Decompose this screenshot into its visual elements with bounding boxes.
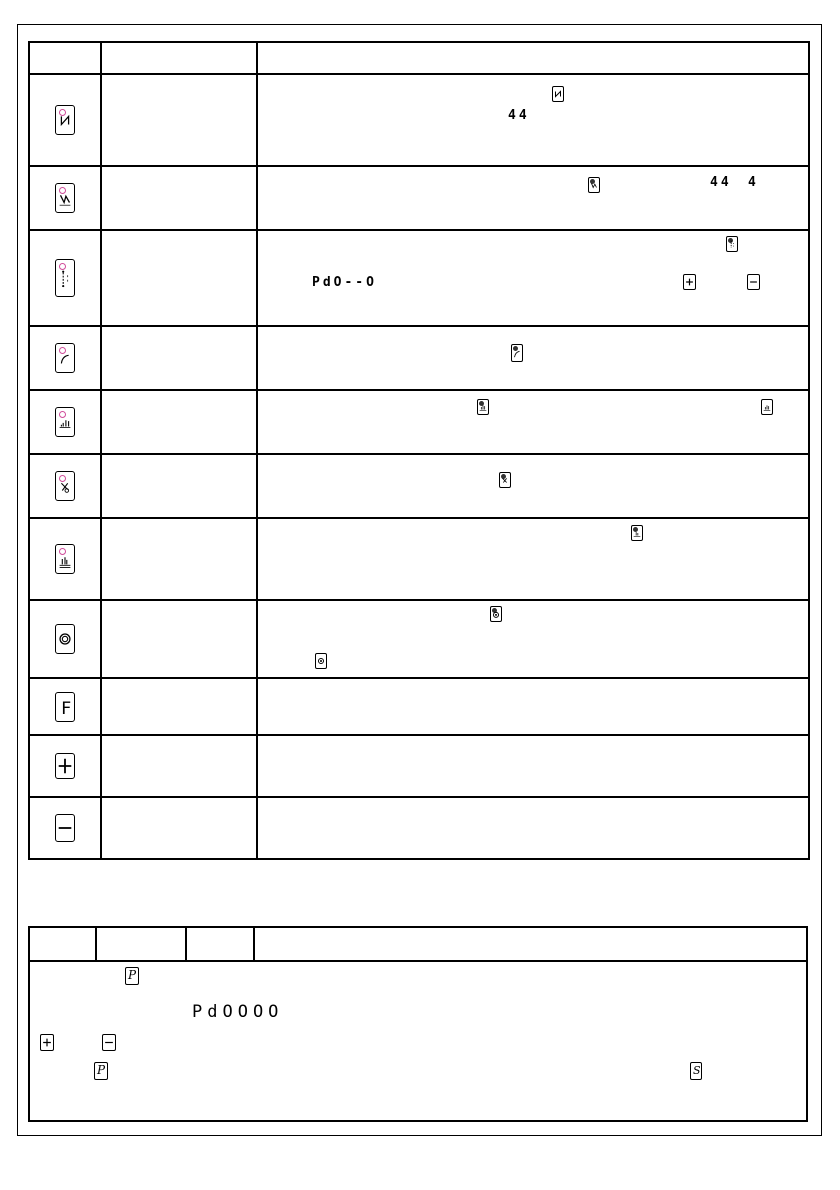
thread-trim-icon[interactable] xyxy=(55,471,75,501)
presser-foot-icon[interactable] xyxy=(55,544,75,574)
function-f-icon[interactable] xyxy=(55,692,75,722)
p-key-icon xyxy=(125,967,139,985)
minus-icon xyxy=(102,1034,116,1051)
slow-start-icon[interactable] xyxy=(55,343,75,373)
name-cell xyxy=(101,74,257,166)
header-description xyxy=(257,42,809,74)
needle-position-icon[interactable] xyxy=(55,259,75,297)
display-readout: PdOOOO xyxy=(192,1002,284,1022)
display-readout: 4 xyxy=(748,175,759,190)
header-cell xyxy=(29,927,96,961)
table-row xyxy=(29,735,809,797)
counter-icon[interactable] xyxy=(55,407,75,437)
name-cell xyxy=(101,678,257,735)
p-key-label: P xyxy=(97,1063,106,1077)
desc-cell xyxy=(257,454,809,518)
stitch-pattern-icon xyxy=(588,177,600,193)
counter-icon xyxy=(477,399,489,415)
desc-cell xyxy=(257,390,809,454)
plus-icon[interactable] xyxy=(55,753,75,779)
key-cell xyxy=(29,230,101,326)
name-cell xyxy=(101,518,257,600)
display-readout: 44 xyxy=(508,108,530,123)
table-row xyxy=(29,961,807,1121)
bobbin-icon[interactable] xyxy=(55,624,75,654)
desc-cell xyxy=(257,735,809,797)
table-row xyxy=(29,74,809,166)
key-cell xyxy=(29,735,101,797)
desc-cell xyxy=(257,518,809,600)
p-key-label: P xyxy=(128,968,137,982)
table-row xyxy=(29,678,809,735)
key-cell xyxy=(29,518,101,600)
desc-cell xyxy=(257,230,809,326)
name-cell xyxy=(101,326,257,390)
header-key xyxy=(29,42,101,74)
name-cell xyxy=(101,166,257,230)
presser-foot-icon xyxy=(631,525,643,541)
name-cell xyxy=(101,600,257,678)
table-row xyxy=(29,326,809,390)
key-cell xyxy=(29,74,101,166)
reverse-stitch-icon[interactable] xyxy=(55,105,75,135)
counter-icon xyxy=(761,399,773,415)
name-cell xyxy=(101,230,257,326)
name-cell xyxy=(101,797,257,859)
key-cell xyxy=(29,454,101,518)
plus-icon xyxy=(40,1034,54,1051)
thread-trim-icon xyxy=(499,472,511,488)
desc-cell xyxy=(257,600,809,678)
table-row xyxy=(29,797,809,859)
bobbin-icon xyxy=(315,653,327,669)
key-cell xyxy=(29,166,101,230)
name-cell xyxy=(101,390,257,454)
key-cell xyxy=(29,390,101,454)
display-readout: 44 xyxy=(710,175,732,190)
desc-cell xyxy=(257,678,809,735)
desc-cell xyxy=(257,326,809,390)
table-row xyxy=(29,454,809,518)
display-readout: PdO--O xyxy=(312,275,377,290)
table-row xyxy=(29,600,809,678)
needle-position-icon xyxy=(726,236,738,252)
minus-icon xyxy=(747,274,760,290)
table-row xyxy=(29,390,809,454)
table-row xyxy=(29,166,809,230)
header-name xyxy=(101,42,257,74)
stitch-pattern-icon[interactable] xyxy=(55,183,75,213)
plus-icon xyxy=(683,274,696,290)
name-cell xyxy=(101,454,257,518)
table-header-row xyxy=(29,42,809,74)
table-row xyxy=(29,230,809,326)
header-cell xyxy=(186,927,254,961)
key-cell xyxy=(29,326,101,390)
parameter-table xyxy=(28,926,808,1122)
bobbin-icon xyxy=(490,606,502,622)
desc-cell xyxy=(257,166,809,230)
desc-cell xyxy=(257,74,809,166)
table-header-row xyxy=(29,927,807,961)
p-key-icon xyxy=(94,1062,108,1080)
key-cell xyxy=(29,600,101,678)
s-key-icon xyxy=(690,1062,702,1080)
name-cell xyxy=(101,735,257,797)
key-cell xyxy=(29,797,101,859)
body-cell xyxy=(29,961,807,1121)
function-f-label: F xyxy=(61,698,72,719)
minus-icon[interactable] xyxy=(55,814,75,842)
table-row xyxy=(29,518,809,600)
header-cell xyxy=(96,927,186,961)
s-key-label: S xyxy=(693,1064,701,1077)
header-cell xyxy=(254,927,807,961)
key-function-table xyxy=(28,41,810,860)
key-cell xyxy=(29,678,101,735)
slow-start-icon xyxy=(511,344,523,362)
desc-cell xyxy=(257,797,809,859)
reverse-stitch-icon xyxy=(552,86,564,102)
